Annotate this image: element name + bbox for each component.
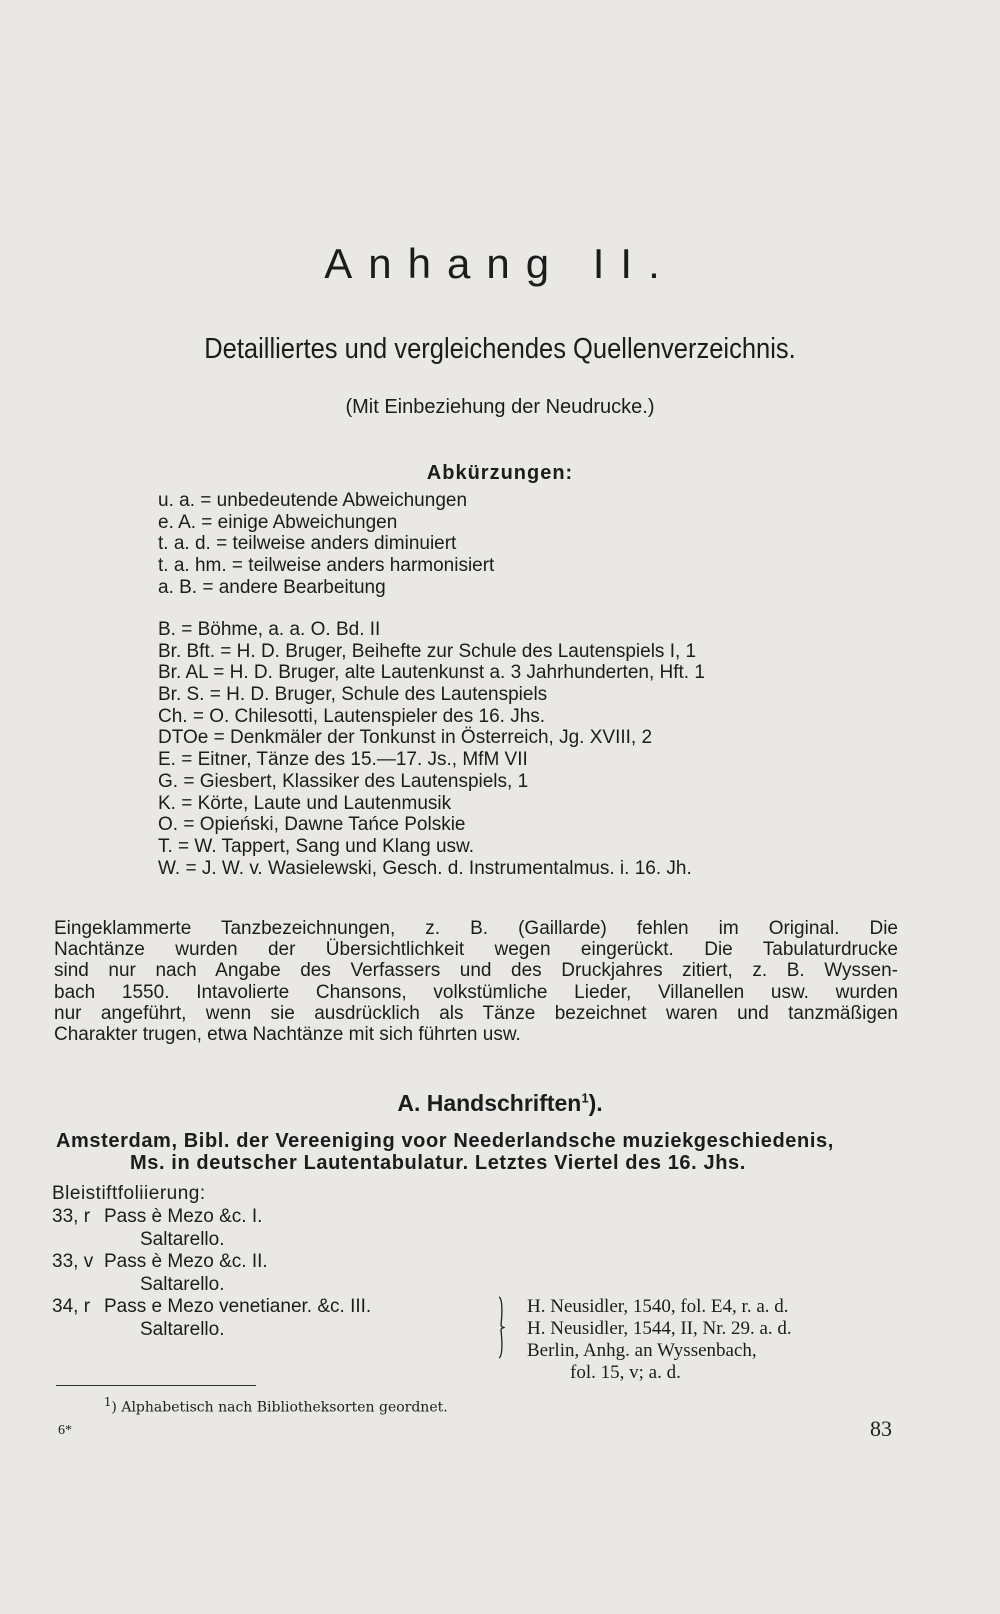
source-abbreviation: Ch. = O. Chilesotti, Lautenspieler des 16. Jhs. bbox=[158, 705, 546, 727]
footnote-reference: 1 bbox=[581, 1090, 589, 1106]
brace-icon bbox=[497, 1296, 505, 1359]
entry-nachtanz: Saltarello. bbox=[140, 1274, 225, 1295]
source-abbreviation: B. = Böhme, a. a. O. Bd. II bbox=[158, 619, 381, 640]
source-abbreviation: G. = Giesbert, Klassiker des Lautenspiels, 1 bbox=[158, 770, 529, 792]
concordance-item: H. Neusidler, 1544, II, Nr. 29. a. d. bbox=[527, 1318, 792, 1339]
abbreviation-item: a. B. = andere Bearbeitung bbox=[158, 576, 386, 598]
abbreviation-item: t. a. hm. = teilweise anders harmonisiert bbox=[158, 555, 495, 577]
concordance-item: H. Neusidler, 1540, fol. E4, r. a. d. bbox=[527, 1296, 789, 1317]
source-abbreviation: O. = Opieński, Dawne Tańce Polskie bbox=[158, 814, 466, 836]
signature-mark: 6* bbox=[58, 1423, 72, 1438]
library-line-1: Amsterdam, Bibl. der Vereeniging voor Neederlandsche muziekgeschiedenis, bbox=[56, 1130, 834, 1152]
entry-folio: 33, v bbox=[52, 1251, 94, 1272]
entry-title: Pass e Mezo venetianer. &c. III. bbox=[104, 1296, 372, 1317]
abbreviations-sources-list bbox=[158, 619, 705, 879]
abbreviation-item: e. A. = einige Abweichungen bbox=[158, 511, 398, 533]
abbreviation-item: u. a. = unbedeutende Abweichungen bbox=[158, 490, 468, 511]
source-abbreviation: W. = J. W. v. Wasielewski, Gesch. d. Instrumentalmus. i. 16. Jh. bbox=[158, 857, 692, 879]
appendix-title: Anhang II. bbox=[324, 240, 676, 287]
footnote-text: Alphabetisch nach Bibliotheksorten geordnet. bbox=[121, 1399, 448, 1416]
abbreviation-item: t. a. d. = teilweise anders diminuiert bbox=[158, 533, 457, 555]
section-title-end: ). bbox=[588, 1090, 603, 1116]
footnote-rule bbox=[56, 1385, 256, 1386]
appendix-note: (Mit Einbeziehung der Neudrucke.) bbox=[345, 396, 655, 418]
paragraph-line: bach 1550. Intavolierte Chansons, volkstümliche Lieder, Villanellen usw. wurden bbox=[54, 981, 898, 1003]
foliation-label: Bleistiftfoliierung: bbox=[52, 1183, 206, 1204]
source-abbreviation: DTOe = Denkmäler der Tonkunst in Österreich, Jg. XVIII, 2 bbox=[158, 727, 653, 749]
source-abbreviation: Br. AL = H. D. Bruger, alte Lautenkunst a. 3 Jahrhunderten, Hft. 1 bbox=[158, 662, 705, 684]
entry-folio: 33, r bbox=[52, 1206, 91, 1227]
entry-nachtanz: Saltarello. bbox=[140, 1229, 225, 1250]
section-heading bbox=[0, 1090, 1000, 1117]
source-abbreviation: T. = W. Tappert, Sang und Klang usw. bbox=[158, 835, 474, 857]
entry-nachtanz: Saltarello. bbox=[140, 1319, 225, 1340]
paragraph-line: Charakter trugen, etwa Nachtänze mit sich führten usw. bbox=[54, 1024, 521, 1046]
abbreviations-general-list bbox=[158, 490, 494, 598]
concordance-item: Berlin, Anhg. an Wyssenbach, bbox=[527, 1340, 757, 1361]
source-abbreviation: Br. Bft. = H. D. Bruger, Beihefte zur Schule des Lautenspiels I, 1 bbox=[158, 640, 697, 662]
entry-title: Pass è Mezo &c. II. bbox=[104, 1251, 268, 1272]
abbreviations-heading: Abkürzungen: bbox=[426, 462, 574, 484]
entry-title: Pass è Mezo &c. I. bbox=[104, 1206, 263, 1227]
paragraph-line: sind nur nach Angabe des Verfassers und des Druckjahres zitiert, z. B. Wyssen- bbox=[54, 960, 898, 982]
introductory-paragraph bbox=[54, 918, 898, 1045]
section-title: A. Handschriften bbox=[397, 1090, 582, 1116]
library-line-2: Ms. in deutscher Lautentabulatur. Letztes Viertel des 16. Jhs. bbox=[130, 1152, 746, 1174]
paragraph-line: nur angeführt, wenn sie ausdrücklich als Tänze bezeichnet waren und tanzmäßigen bbox=[54, 1002, 898, 1024]
entry-folio: 34, r bbox=[52, 1296, 91, 1317]
source-abbreviation: E. = Eitner, Tänze des 15.—17. Js., MfM VII bbox=[158, 749, 528, 771]
source-abbreviation: Br. S. = H. D. Bruger, Schule des Lautenspiels bbox=[158, 684, 548, 706]
concordance-item: fol. 15, v; a. d. bbox=[570, 1362, 681, 1383]
appendix-subtitle: Detailliertes und vergleichendes Quellenverzeichnis. bbox=[204, 333, 796, 365]
footnote-mark: 1 bbox=[104, 1395, 112, 1409]
paragraph-line: Eingeklammerte Tanzbezeichnungen, z. B. (Gaillarde) fehlen im Original. Die bbox=[54, 918, 898, 939]
page-number: 83 bbox=[870, 1416, 892, 1441]
paragraph-line: Nachtänze wurden der Übersichtlichkeit wegen eingerückt. Die Tabulaturdrucke bbox=[54, 939, 898, 961]
footnote: $^1$) Alphabetisch nach Bibliotheksorten geordnet. bbox=[104, 1395, 448, 1416]
source-abbreviation: K. = Körte, Laute und Lautenmusik bbox=[158, 792, 452, 814]
